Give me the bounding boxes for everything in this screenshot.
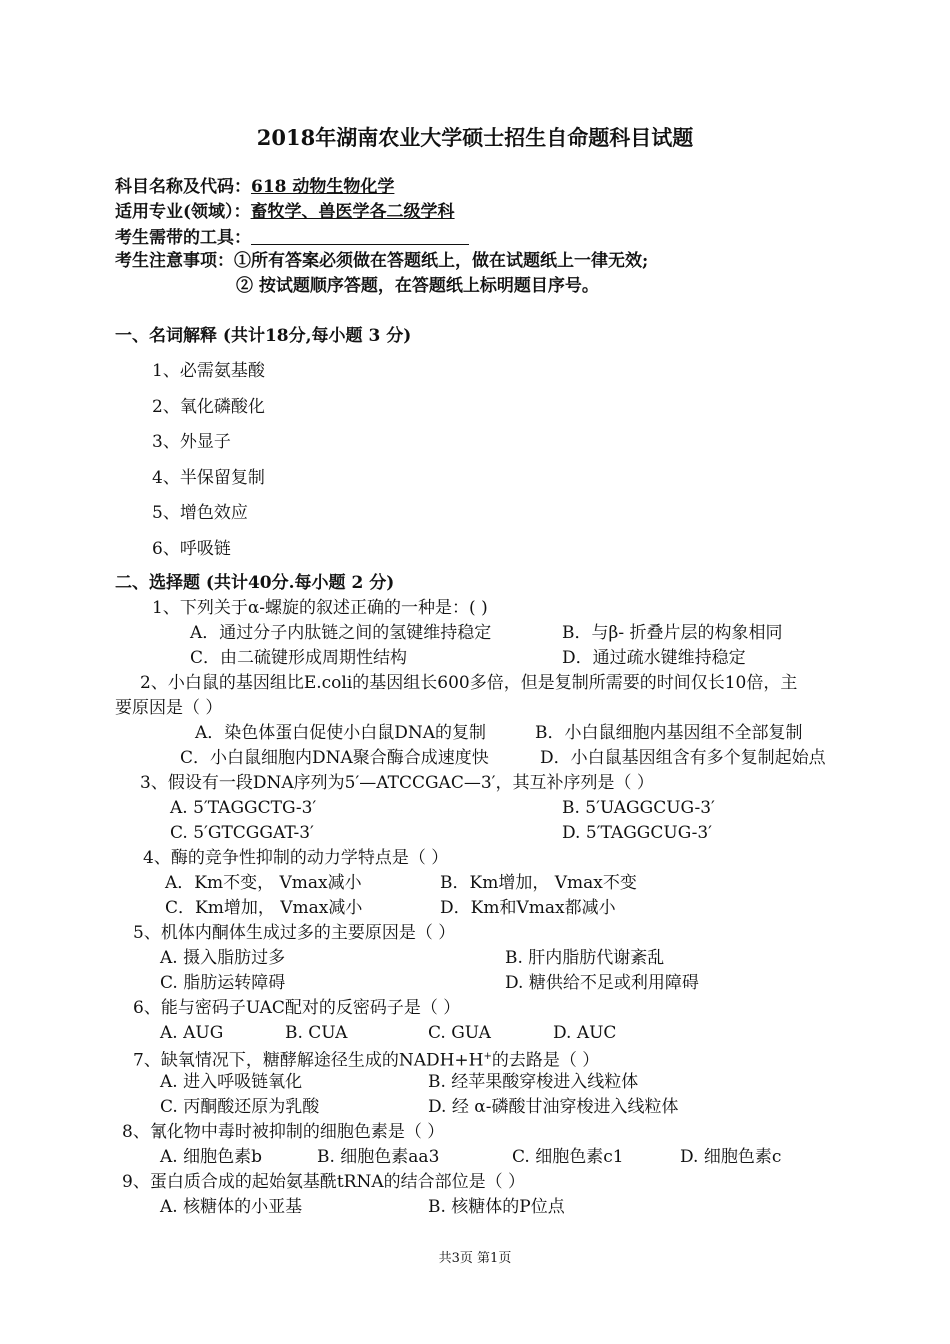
question-7-stem	[133, 1046, 599, 1072]
q3-option-c: C. 5′GTCGGAT-3′	[170, 823, 314, 843]
major-label: 适用专业(领域）：	[115, 202, 251, 222]
subject-label: 科目名称及代码：	[115, 177, 251, 197]
q8-option-c: C. 细胞色素c1	[512, 1147, 624, 1167]
tools-label: 考生需带的工具：	[115, 228, 251, 248]
q3-option-b: B. 5′UAGGCUG-3′	[562, 798, 715, 818]
notes-row	[115, 250, 648, 272]
q9-option-b: B. 核糖体的P位点	[428, 1197, 565, 1217]
q1-option-a: A．通过分子内肽链之间的氢键维持稳定	[190, 623, 492, 643]
note-2: ② 按试题顺序答题，在答题纸上标明题目序号。	[236, 276, 599, 296]
term-item: 6、呼吸链	[152, 539, 231, 559]
q4-option-a: A．Km不变， Vmax减小	[165, 873, 362, 893]
section1-heading: 一、名词解释 (共计18分,每小题 3 分)	[115, 326, 412, 346]
question-8-stem: 8、氰化物中毒时被抑制的细胞色素是（ ）	[122, 1122, 445, 1142]
q7-option-b: B. 经苹果酸穿梭进入线粒体	[428, 1072, 639, 1092]
exam-title: 2018年湖南农业大学硕士招生自命题科目试题	[256, 125, 694, 150]
q2-option-c: C．小白鼠细胞内DNA聚合酶合成速度快	[180, 748, 489, 768]
question-5-stem: 5、机体内酮体生成过多的主要原因是（ ）	[133, 923, 456, 943]
tools-blank	[251, 226, 469, 245]
q6-option-b: B. CUA	[285, 1023, 348, 1043]
q1-option-c: C．由二硫键形成周期性结构	[190, 648, 408, 668]
q7-stem-pre: 7、缺氧情况下，糖酵解途径生成的NADH+H	[133, 1050, 484, 1071]
note-1: ①所有答案必须做在答题纸上，做在试题纸上一律无效;	[234, 251, 649, 271]
question-9-stem: 9、蛋白质合成的起始氨基酰tRNA的结合部位是（ ）	[122, 1172, 526, 1192]
q7-option-c: C. 丙酮酸还原为乳酸	[160, 1097, 320, 1117]
q4-option-b: B．Km增加， Vmax不变	[440, 873, 637, 893]
q7-option-d: D. 经 α-磷酸甘油穿梭进入线粒体	[428, 1097, 679, 1117]
q9-option-a: A. 核糖体的小亚基	[160, 1197, 303, 1217]
q8-option-a: A. 细胞色素b	[160, 1147, 262, 1167]
major-row	[115, 201, 455, 223]
q4-option-d: D．Km和Vmax都减小	[440, 898, 616, 918]
question-1-stem: 1、下列关于α-螺旋的叙述正确的一种是：( )	[152, 598, 488, 618]
q5-option-b: B. 肝内脂肪代谢紊乱	[505, 948, 665, 968]
section2-heading: 二、选择题 (共计40分.每小题 2 分)	[115, 573, 395, 593]
question-2-stem-cont: 要原因是（ ）	[115, 698, 223, 718]
term-item: 5、增色效应	[152, 503, 248, 523]
q3-option-a: A. 5′TAGGCTG-3′	[170, 798, 317, 818]
q3-option-d: D. 5′TAGGCUG-3′	[562, 823, 713, 843]
subject-value: 618 动物生物化学	[251, 177, 395, 197]
q6-option-d: D. AUC	[553, 1023, 617, 1043]
q5-option-a: A. 摄入脂肪过多	[160, 948, 286, 968]
q6-option-a: A. AUG	[160, 1023, 224, 1043]
term-item: 3、外显子	[152, 432, 231, 452]
term-item: 2、氧化磷酸化	[152, 397, 265, 417]
q7-stem-post: 的去路是（ ）	[491, 1050, 600, 1071]
q2-option-d: D．小白鼠基因组含有多个复制起始点	[540, 748, 826, 768]
q7-stem-sup: +	[483, 1051, 492, 1062]
q4-option-c: C．Km增加， Vmax减小	[165, 898, 363, 918]
q2-option-a: A．染色体蛋白促使小白鼠DNA的复制	[195, 723, 487, 743]
q8-option-b: B. 细胞色素aa3	[317, 1147, 440, 1167]
question-6-stem: 6、能与密码子UAC配对的反密码子是（ ）	[133, 998, 461, 1018]
major-value: 畜牧学、兽医学各二级学科	[250, 202, 455, 222]
q1-option-b: B．与β- 折叠片层的构象相同	[562, 623, 783, 643]
q2-option-b: B．小白鼠细胞内基因组不全部复制	[535, 723, 803, 743]
q5-option-c: C. 脂肪运转障碍	[160, 973, 286, 993]
q8-option-d: D. 细胞色素c	[680, 1147, 782, 1167]
term-item: 4、半保留复制	[152, 468, 265, 488]
q7-option-a: A. 进入呼吸链氧化	[160, 1072, 303, 1092]
q1-option-d: D．通过疏水键维持稳定	[562, 648, 746, 668]
question-4-stem: 4、酶的竞争性抑制的动力学特点是（ ）	[143, 848, 449, 868]
q6-option-c: C. GUA	[428, 1023, 491, 1043]
term-item: 1、必需氨基酸	[152, 361, 265, 381]
notes-label: 考生注意事项：	[115, 251, 234, 271]
tools-row	[115, 226, 469, 249]
page-footer: 共3页 第1页	[438, 1251, 512, 1266]
question-2-stem: 2、小白鼠的基因组比E.coli的基因组长600多倍，但是复制所需要的时间仅长10倍，主	[140, 673, 798, 693]
q5-option-d: D. 糖供给不足或利用障碍	[505, 973, 699, 993]
subject-row	[115, 176, 394, 198]
question-3-stem: 3、假设有一段DNA序列为5′—ATCCGAC—3′，其互补序列是（ ）	[140, 773, 654, 793]
